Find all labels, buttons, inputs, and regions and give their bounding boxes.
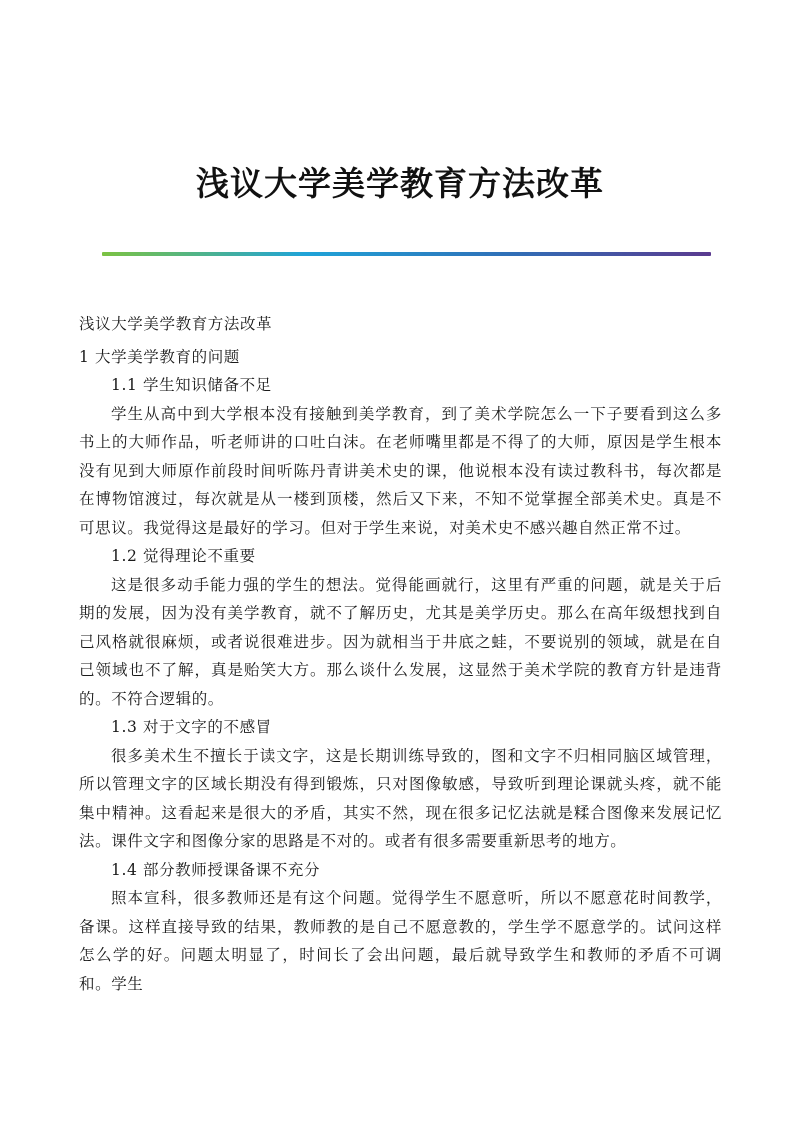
section-heading: 1 大学美学教育的问题 — [79, 347, 240, 366]
paragraph: 学生从高中到大学根本没有接触到美学教育，到了美术学院怎么一下子要看到这么多书上的大师作品，听老师讲的口吐白沫。在老师嘴里都是不得了的大师，原因是学生根本没有见到大师原作前段时间听陈丹青讲美术史的课，他说根本没有读过教科书，每次都是在博物馆渡过，每次就是从一楼到顶楼，然后又下来，不知不觉掌握全部美术史。真是不可思议。我觉得这是最好的学习。但对于学生来说，对美术史不感兴趣自然正常不过。 — [79, 404, 722, 537]
subsection-heading: 1.1 学生知识储备不足 — [111, 376, 272, 394]
title-gradient-rule — [102, 252, 711, 256]
subsection-heading: 1.3 对于文字的不感冒 — [111, 718, 272, 736]
paragraph: 很多美术生不擅长于读文字，这是长期训练导致的，图和文字不归相同脑区域管理，所以管理文字的区域长期没有得到锻炼，只对图像敏感，导致听到理论课就头疼，就不能集中精神。这看起来是很大的矛盾，其实不然，现在很多记忆法就是糅合图像来发展记忆法。课件文字和图像分家的思路是不对的。或者有很多需要重新思考的地方。 — [79, 746, 722, 850]
document-body — [79, 310, 722, 998]
document-subtitle: 浅议大学美学教育方法改革 — [79, 315, 273, 333]
subsection-heading: 1.4 部分教师授课备课不充分 — [111, 860, 321, 879]
paragraph: 这是很多动手能力强的学生的想法。觉得能画就行，这里有严重的问题，就是关于后期的发展，因为没有美学教育，就不了解历史，尤其是美学历史。那么在高年级想找到自己风格就很麻烦，或者说很难进步。因为就相当于井底之蛙，不要说别的领域，就是在自己领域也不了解，真是贻笑大方。那么谈什么发展，这显然于美术学院的教育方针是违背的。不符合逻辑的。 — [79, 575, 722, 708]
paragraph: 照本宣科，很多教师还是有这个问题。觉得学生不愿意听，所以不愿意花时间教学，备课。这样直接导致的结果，教师教的是自己不愿意教的，学生学不愿意学的。试问这样怎么学的好。问题太明显了，时间长了会出问题，最后就导致学生和教师的矛盾不可调和。学生 — [79, 889, 722, 993]
document-title: 浅议大学美学教育方法改革 — [196, 164, 604, 203]
subsection-heading: 1.2 觉得理论不重要 — [111, 547, 256, 565]
